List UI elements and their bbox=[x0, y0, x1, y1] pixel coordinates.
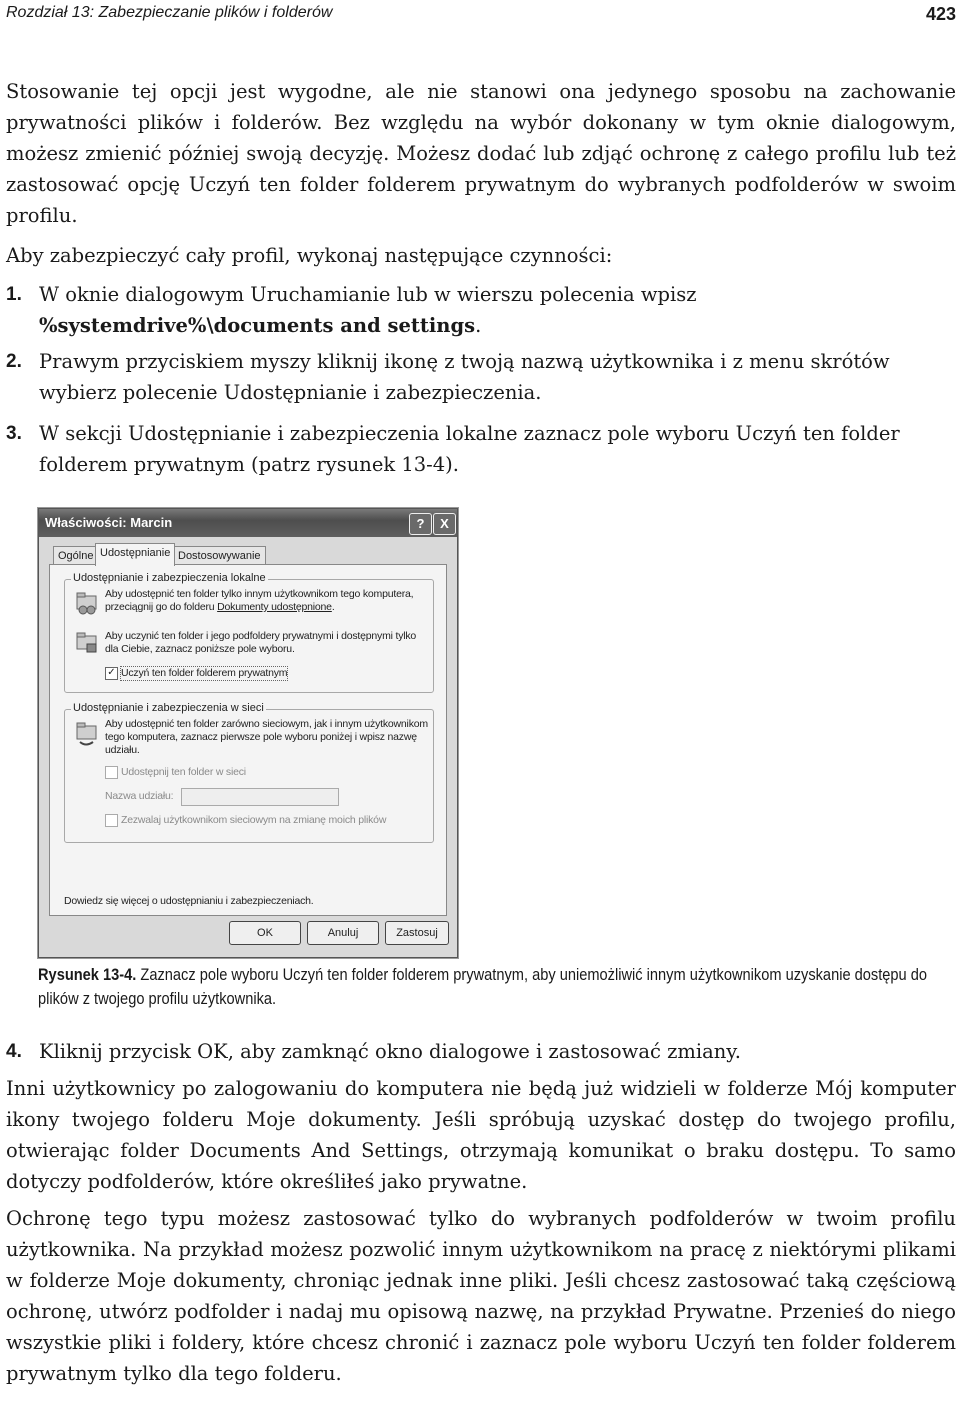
caption-text: Zaznacz pole wyboru Uczyń ten folder folderem prywatnym, aby uniemożliwić innym użytkownikom uzyskanie dostępu do plików z twojego profilu użytkownika. bbox=[38, 965, 927, 1008]
body-paragraph-1: Inni użytkownicy po zalogowaniu do komputera nie będą już widzieli w folderze Mój komputer ikony twojego folderu Moje dokumenty. Jeśli spróbują uzyskać dostęp do twojego profilu, otwierając folder Documents And Settings, otrzymają komunikat o braku dostępu. To samo dotyczy podfolderów, które określiłeś jako prywatne. bbox=[6, 1077, 956, 1193]
intro-paragraph: Stosowanie tej opcji jest wygodne, ale nie stanowi ona jedynego sposobu na zachowanie prywatności plików i folderów. Bez względu na wybór dokonany w tym oknie dialogowym, możesz zmienić później swoją decyzję. Możesz dodać lub zdjąć ochronę z całego profilu lub też zastosować opcję Uczyń ten folder folderem prywatnym do wybranych podfolderów w swoim profilu. bbox=[6, 80, 956, 227]
network-sharing-group bbox=[64, 702, 434, 843]
group-legend: Udostępnianie i zabezpieczenia lokalne bbox=[73, 572, 266, 584]
body-paragraph-2: Ochronę tego typu możesz zastosować tylko do wybranych podfolderów w twoim profilu użytkownika. Na przykład możesz pozwolić innym użytkownikom na pracę z niektórymi plikami w folderze Moje dokumenty, chroniąc jednak inne pliki. Jeśli chcesz zastosować taką częściową ochronę, utwórz podfolder i nadaj mu opisową nazwę, na przykład Prywatne. Przenieś do niego wszystkie pliki i foldery, które chcesz chronić i zaznacz pole wyboru Uczyń ten folder folderem prywatnym tylko dla tego folderu. bbox=[6, 1207, 956, 1385]
tab-customize[interactable]: Dostosowywanie bbox=[173, 546, 266, 565]
allow-changes-checkbox[interactable] bbox=[105, 814, 118, 827]
share-name-input[interactable] bbox=[181, 788, 339, 806]
running-header bbox=[6, 4, 956, 26]
page-number: 423 bbox=[925, 4, 956, 24]
step-3 bbox=[6, 418, 956, 480]
allow-changes-label[interactable]: Zezwalaj użytkownikom sieciowym na zmianę moich plików bbox=[121, 814, 387, 826]
step-2 bbox=[6, 346, 956, 408]
ok-button[interactable]: OK bbox=[229, 921, 301, 945]
share-name-label: Nazwa udziału: bbox=[105, 790, 174, 802]
local-sharing-group bbox=[64, 572, 434, 693]
step-text: Kliknij przycisk OK, aby zamknąć okno dialogowe i zastosować zmiany. bbox=[39, 1040, 741, 1063]
private-folder-text: Aby uczynić ten folder i jego podfoldery prywatnymi i dostępnymi tylko dla Ciebie, zaznacz poniższe pole wyboru. bbox=[105, 630, 417, 655]
properties-dialog bbox=[38, 508, 458, 958]
network-share-icon bbox=[75, 720, 99, 746]
step-number: 4. bbox=[6, 1041, 22, 1062]
share-on-network-checkbox[interactable] bbox=[105, 766, 118, 779]
steps-intro: Aby zabezpieczyć cały profil, wykonaj następujące czynności: bbox=[6, 244, 613, 267]
caption-label: Rysunek 13-4. bbox=[38, 965, 137, 984]
close-button[interactable]: X bbox=[433, 513, 456, 535]
local-share-text: Aby udostępnić ten folder tylko innym użytkownikom tego komputera, przeciągnij go do folderu Dokumenty udostępnione. bbox=[105, 588, 414, 613]
make-private-label[interactable]: Uczyń ten folder folderem prywatnym bbox=[121, 667, 288, 679]
step-text: Prawym przyciskiem myszy kliknij ikonę z twoją nazwą użytkownika i z menu skrótów wybierz polecenie Udostępnianie i zabezpieczenia. bbox=[39, 350, 890, 404]
chapter-title: Rozdział 13: Zabezpieczanie plików i folderów bbox=[6, 4, 333, 21]
share-on-network-label[interactable]: Udostępnij ten folder w sieci bbox=[121, 766, 246, 778]
shared-folder-icon bbox=[75, 590, 99, 616]
figure-caption bbox=[38, 963, 950, 1011]
help-button[interactable]: ? bbox=[409, 513, 432, 535]
tab-general[interactable]: Ogólne bbox=[53, 546, 98, 565]
shared-documents-link[interactable]: Dokumenty udostępnione bbox=[217, 601, 332, 613]
sharing-panel bbox=[49, 564, 447, 916]
cancel-button[interactable]: Anuluj bbox=[307, 921, 379, 945]
dialog-title: Właściwości: Marcin bbox=[45, 515, 173, 530]
network-share-text: Aby udostępnić ten folder zarówno sieciowym, jak i innym użytkownikom tego komputera, zaznacz pierwsze pole wyboru poniżej i wpisz nazwę udziału. bbox=[105, 718, 428, 756]
dialog-titlebar bbox=[39, 509, 457, 537]
step-1: 1. W oknie dialogowym Uruchamianie lub w wierszu polecenia wpisz %systemdrive%\documents and settings. bbox=[6, 279, 956, 341]
apply-button[interactable]: Zastosuj bbox=[385, 921, 449, 945]
step-4 bbox=[6, 1036, 956, 1067]
step-number: 3. bbox=[6, 423, 22, 444]
step-text: W oknie dialogowym Uruchamianie lub w wierszu polecenia wpisz bbox=[39, 283, 697, 306]
learn-more-link[interactable]: Dowiedz się więcej o udostępnianiu i zabezpieczeniach. bbox=[64, 895, 314, 907]
tab-sharing[interactable]: Udostępnianie bbox=[95, 543, 175, 566]
group-legend: Udostępnianie i zabezpieczenia w sieci bbox=[73, 702, 264, 714]
make-private-checkbox[interactable]: ✓ bbox=[105, 667, 118, 680]
private-folder-icon bbox=[75, 630, 99, 656]
step-number: 1. bbox=[6, 284, 22, 305]
step-text: W sekcji Udostępnianie i zabezpieczenia lokalne zaznacz pole wyboru Uczyń ten folder folderem prywatnym (patrz rysunek 13-4). bbox=[39, 422, 900, 476]
step-number: 2. bbox=[6, 351, 22, 372]
step-command: %systemdrive%\documents and settings bbox=[39, 314, 476, 337]
